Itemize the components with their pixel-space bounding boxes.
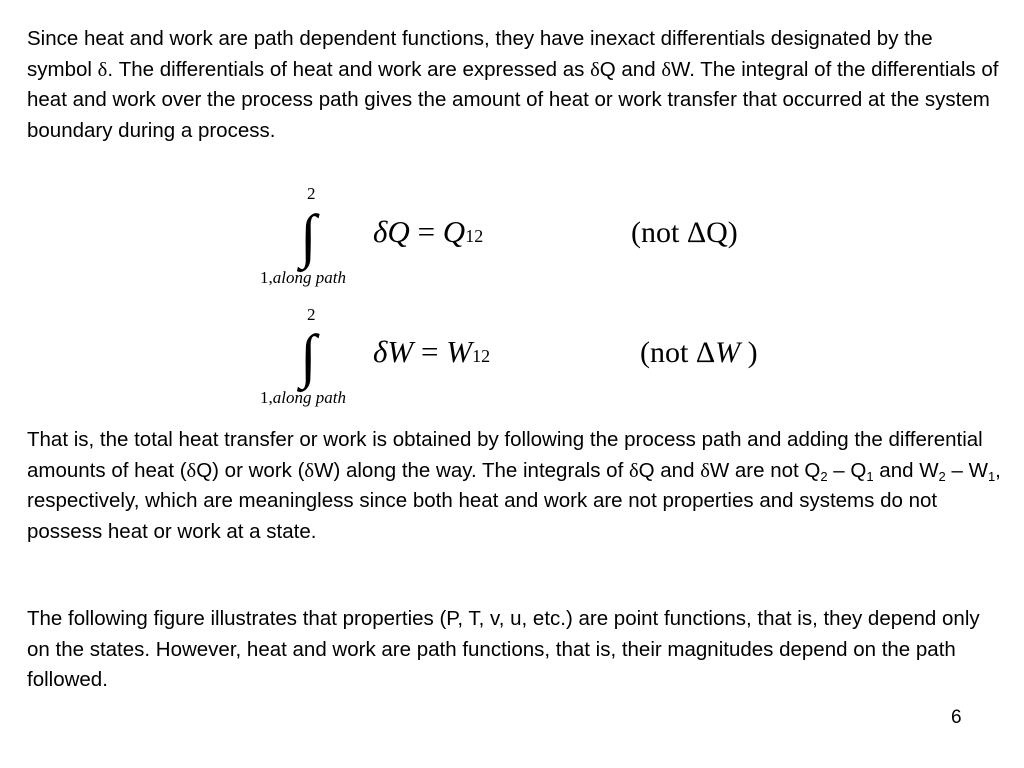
delta-symbol: δ — [628, 459, 639, 482]
text-run: , respectively, which are meaningless since both heat and work are not properties and systems do not possess heat or work at a state. — [27, 458, 1001, 543]
lower-limit-number: 1, — [260, 268, 273, 287]
lower-limit-number: 1, — [260, 388, 273, 407]
integral-sign: ∫ — [300, 203, 317, 269]
subscript: 1 — [866, 468, 874, 484]
upper-limit: 2 — [307, 184, 316, 203]
integral-explanation-paragraph — [27, 425, 1002, 547]
text-run: W are not Q — [709, 458, 821, 482]
delta-symbol: δ — [186, 459, 197, 482]
subscript: 2 — [820, 468, 828, 484]
equation-result-subscript: 12 — [472, 346, 491, 366]
integral-sign: ∫ — [300, 323, 317, 389]
delta-symbol: δ — [590, 58, 600, 81]
text-run: W. The integral of the differentials of heat and work over the process path gives the amount of heat or work transfer that occurred at the system boundary during a process. — [27, 57, 999, 142]
note-text: (not Δ — [640, 336, 716, 369]
text-run: W) along the way. The integrals of — [314, 458, 629, 482]
heat-equation-note: (not ΔQ) — [631, 216, 738, 249]
equation-result: W — [446, 334, 473, 369]
text-run: . The differentials of heat and work are expressed as — [107, 57, 591, 81]
equation-result-subscript: 12 — [465, 226, 484, 246]
lower-limit — [260, 388, 346, 408]
work-equation-note — [640, 336, 758, 370]
delta-symbol: δ — [304, 459, 315, 482]
delta-symbol: δ — [700, 459, 710, 482]
lower-limit-text: along path — [272, 388, 346, 407]
equation-variable: Q — [387, 214, 410, 249]
delta-symbol: δ — [373, 334, 388, 369]
note-text: ) — [740, 336, 758, 369]
text-run: Since heat and work are path dependent functions, they have inexact differentials designated by the symbol — [27, 27, 933, 81]
work-equation-expression — [373, 334, 490, 370]
text-run: – W — [945, 458, 988, 482]
text-run: Q and — [638, 458, 701, 482]
text-run: – Q — [827, 458, 867, 482]
text-run: and W — [873, 458, 939, 482]
page-number: 6 — [951, 707, 962, 728]
lower-limit — [260, 268, 346, 288]
text-run: Q) or work ( — [196, 458, 305, 482]
delta-symbol: δ — [97, 58, 108, 81]
delta-symbol: δ — [661, 58, 671, 81]
lower-limit-text: along path — [272, 268, 346, 287]
note-variable: W — [715, 336, 741, 369]
equals-sign: = — [409, 214, 443, 249]
delta-symbol: δ — [373, 214, 388, 249]
text-run: Q and — [599, 57, 662, 81]
equation-variable: W — [387, 334, 414, 369]
intro-paragraph — [27, 24, 1002, 146]
text-run: That is, the total heat transfer or work is obtained by following the process path and adding the differential amounts of heat ( — [27, 428, 983, 482]
subscript: 1 — [987, 468, 996, 484]
equals-sign: = — [413, 334, 447, 369]
subscript: 2 — [938, 468, 946, 484]
heat-equation-expression — [373, 214, 483, 250]
equation-result: Q — [442, 214, 466, 249]
point-functions-paragraph: The following figure illustrates that properties (P, T, v, u, etc.) are point functions, that is, they depend only on the states. However, heat and work are path functions, that is, their magnitudes depend on the path followed. — [27, 607, 980, 691]
upper-limit: 2 — [307, 305, 316, 324]
